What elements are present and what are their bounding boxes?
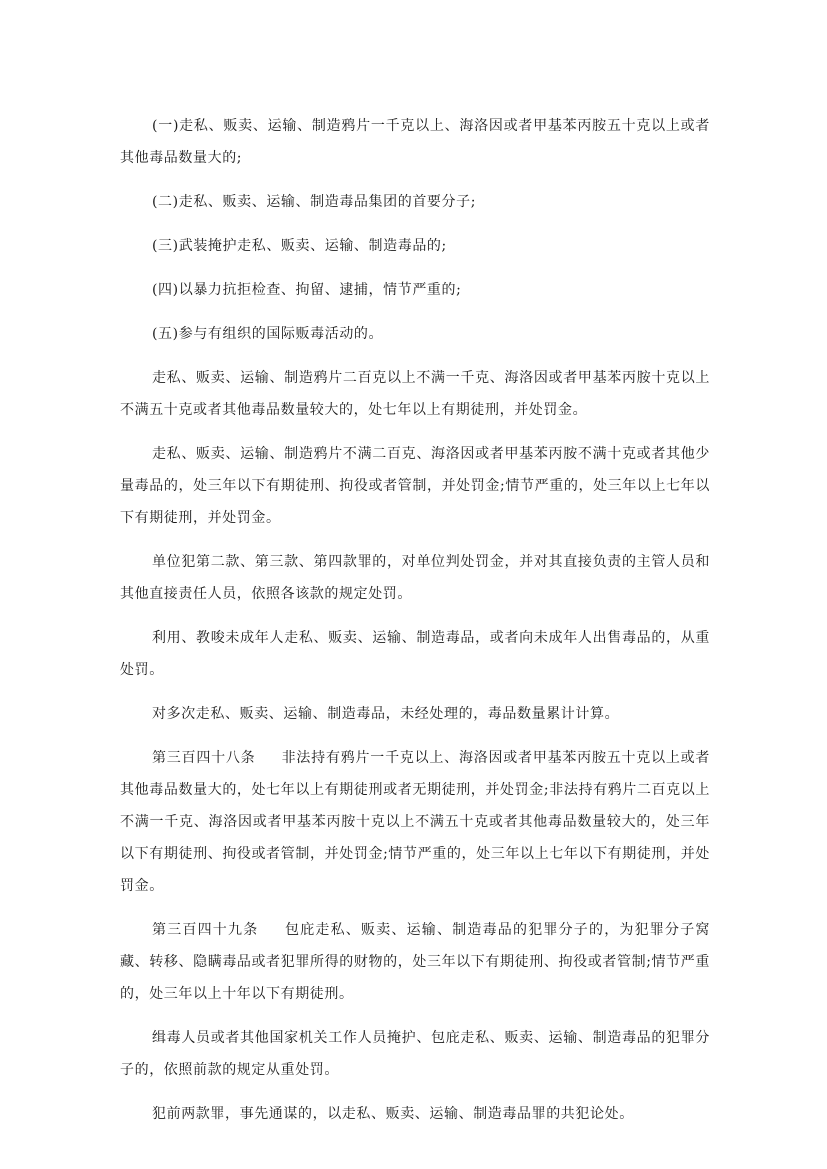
article-348 [120, 742, 710, 902]
article-349 [120, 914, 710, 1010]
paragraph-minors: 利用、教唆未成年人走私、贩卖、运输、制造毒品，或者向未成年人出售毒品的，从重处罚。 [120, 630, 710, 678]
paragraph-officials: 缉毒人员或者其他国家机关工作人员掩护、包庇走私、贩卖、运输、制造毒品的犯罪分子的，依照前款的规定从重处罚。 [120, 1030, 710, 1078]
paragraph-accomplice: 犯前两款罪，事先通谋的，以走私、贩卖、运输、制造毒品罪的共犯论处。 [152, 1106, 634, 1122]
article-349-number: 第三百四十九条 [152, 922, 259, 938]
clause-5: (五)参与有组织的国际贩毒活动的。 [152, 326, 384, 342]
clause-4: (四)以暴力抗拒检查、拘留、逮捕，情节严重的; [152, 282, 462, 298]
document-body [120, 110, 710, 1142]
paragraph-cumulative: 对多次走私、贩卖、运输、制造毒品，未经处理的，毒品数量累计计算。 [152, 706, 620, 722]
article-348-text: 非法持有鸦片一千克以上、海洛因或者甲基苯丙胺五十克以上或者其他毒品数量大的，处七年以上有期徒刑或者无期徒刑，并处罚金;非法持有鸦片二百克以上不满一千克、海洛因或者甲基苯丙胺十克以上不满五十克或者其他毒品数量较大的，处三年以下有期徒刑、拘役或者管制，并处罚金;情节严重的，处三年以上七年以下有期徒刑，并处罚金。 [120, 750, 710, 894]
paragraph-unit-crime: 单位犯第二款、第三款、第四款罪的，对单位判处罚金，并对其直接负责的主管人员和其他直接责任人员，依照各该款的规定处罚。 [120, 554, 710, 602]
paragraph-small-quantity: 走私、贩卖、运输、制造鸦片不满二百克、海洛因或者甲基苯丙胺不满十克或者其他少量毒品的，处三年以下有期徒刑、拘役或者管制，并处罚金;情节严重的，处三年以上七年以下有期徒刑，并处罚金。 [120, 446, 710, 526]
article-348-number: 第三百四十八条 [152, 750, 256, 766]
clause-1: (一)走私、贩卖、运输、制造鸦片一千克以上、海洛因或者甲基苯丙胺五十克以上或者其他毒品数量大的; [120, 118, 710, 166]
paragraph-large-quantity: 走私、贩卖、运输、制造鸦片二百克以上不满一千克、海洛因或者甲基苯丙胺十克以上不满五十克或者其他毒品数量较大的，处七年以上有期徒刑，并处罚金。 [120, 370, 710, 418]
clause-2: (二)走私、贩卖、运输、制造毒品集团的首要分子; [152, 194, 477, 210]
clause-3: (三)武装掩护走私、贩卖、运输、制造毒品的; [152, 238, 447, 254]
article-349-text: 包庇走私、贩卖、运输、制造毒品的犯罪分子的，为犯罪分子窝藏、转移、隐瞒毒品或者犯罪所得的财物的，处三年以下有期徒刑、拘役或者管制;情节严重的，处三年以上十年以下有期徒刑。 [120, 922, 710, 1002]
